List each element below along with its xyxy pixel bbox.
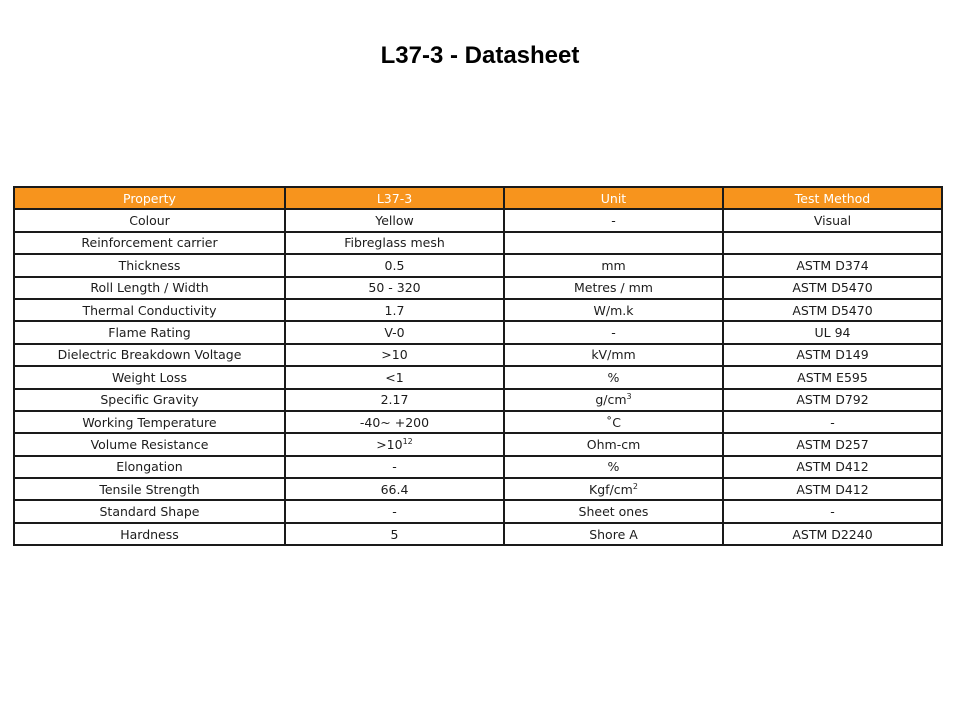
table-row bbox=[14, 456, 942, 478]
table-row bbox=[14, 344, 942, 366]
table-row bbox=[14, 209, 942, 231]
cell-method: ASTM D374 bbox=[723, 254, 942, 276]
cell-value: V-0 bbox=[285, 321, 504, 343]
unit-text: g/cm bbox=[595, 392, 627, 408]
cell-value: Yellow bbox=[285, 209, 504, 231]
cell-value: 1.7 bbox=[285, 299, 504, 321]
cell-property: Flame Rating bbox=[14, 321, 285, 343]
cell-unit: mm bbox=[504, 254, 723, 276]
cell-property: Elongation bbox=[14, 456, 285, 478]
cell-unit bbox=[504, 232, 723, 254]
cell-method: UL 94 bbox=[723, 321, 942, 343]
table-row bbox=[14, 411, 942, 433]
cell-unit: Metres / mm bbox=[504, 277, 723, 299]
cell-unit: W/m.k bbox=[504, 299, 723, 321]
cell-unit: Ohm-cm bbox=[504, 433, 723, 455]
table-header-row bbox=[14, 187, 942, 209]
datasheet-table bbox=[13, 186, 943, 546]
cell-unit: - bbox=[504, 209, 723, 231]
cell-value: 66.4 bbox=[285, 478, 504, 500]
cell-method: - bbox=[723, 411, 942, 433]
cell-unit: % bbox=[504, 366, 723, 388]
header-unit: Unit bbox=[504, 187, 723, 209]
cell-value: 0.5 bbox=[285, 254, 504, 276]
cell-method: ASTM D792 bbox=[723, 389, 942, 411]
table-row bbox=[14, 254, 942, 276]
cell-property: Hardness bbox=[14, 523, 285, 545]
cell-property: Roll Length / Width bbox=[14, 277, 285, 299]
header-test-method: Test Method bbox=[723, 187, 942, 209]
cell-property: Reinforcement carrier bbox=[14, 232, 285, 254]
cell-method: ASTM D2240 bbox=[723, 523, 942, 545]
page-title: L37-3 - Datasheet bbox=[380, 42, 580, 69]
cell-property: Dielectric Breakdown Voltage bbox=[14, 344, 285, 366]
cell-unit bbox=[504, 389, 723, 411]
cell-method: ASTM D257 bbox=[723, 433, 942, 455]
cell-method: ASTM E595 bbox=[723, 366, 942, 388]
cell-value bbox=[285, 433, 504, 455]
unit-superscript: 3 bbox=[626, 392, 632, 402]
header-product: L37-3 bbox=[285, 187, 504, 209]
cell-property: Thermal Conductivity bbox=[14, 299, 285, 321]
cell-value: <1 bbox=[285, 366, 504, 388]
table-row bbox=[14, 523, 942, 545]
cell-unit bbox=[504, 478, 723, 500]
cell-property: Weight Loss bbox=[14, 366, 285, 388]
cell-method: ASTM D149 bbox=[723, 344, 942, 366]
cell-value: 5 bbox=[285, 523, 504, 545]
unit-text: Kgf/cm bbox=[589, 481, 633, 497]
cell-property: Thickness bbox=[14, 254, 285, 276]
cell-method: ASTM D412 bbox=[723, 478, 942, 500]
table-row bbox=[14, 232, 942, 254]
cell-value: - bbox=[285, 456, 504, 478]
table-row bbox=[14, 433, 942, 455]
table-row bbox=[14, 277, 942, 299]
cell-method: Visual bbox=[723, 209, 942, 231]
cell-method bbox=[723, 232, 942, 254]
cell-unit: ˚C bbox=[504, 411, 723, 433]
cell-unit: - bbox=[504, 321, 723, 343]
cell-property: Working Temperature bbox=[14, 411, 285, 433]
cell-value: Fibreglass mesh bbox=[285, 232, 504, 254]
cell-property: Tensile Strength bbox=[14, 478, 285, 500]
table-row bbox=[14, 299, 942, 321]
cell-property: Colour bbox=[14, 209, 285, 231]
table-row bbox=[14, 366, 942, 388]
value-text: >10 bbox=[376, 436, 403, 452]
cell-value: -40~ +200 bbox=[285, 411, 504, 433]
cell-method: ASTM D412 bbox=[723, 456, 942, 478]
table-row bbox=[14, 500, 942, 522]
cell-method: ASTM D5470 bbox=[723, 277, 942, 299]
cell-unit: Sheet ones bbox=[504, 500, 723, 522]
cell-value: - bbox=[285, 500, 504, 522]
header-property: Property bbox=[14, 187, 285, 209]
cell-method: - bbox=[723, 500, 942, 522]
cell-value: >10 bbox=[285, 344, 504, 366]
cell-unit: % bbox=[504, 456, 723, 478]
cell-value: 50 - 320 bbox=[285, 277, 504, 299]
cell-unit: kV/mm bbox=[504, 344, 723, 366]
table-row bbox=[14, 478, 942, 500]
cell-value: 2.17 bbox=[285, 389, 504, 411]
cell-property: Specific Gravity bbox=[14, 389, 285, 411]
table-row bbox=[14, 321, 942, 343]
unit-superscript: 2 bbox=[632, 481, 638, 491]
value-superscript: 12 bbox=[402, 436, 413, 446]
cell-unit: Shore A bbox=[504, 523, 723, 545]
cell-property: Volume Resistance bbox=[14, 433, 285, 455]
table-row bbox=[14, 389, 942, 411]
cell-method: ASTM D5470 bbox=[723, 299, 942, 321]
cell-property: Standard Shape bbox=[14, 500, 285, 522]
